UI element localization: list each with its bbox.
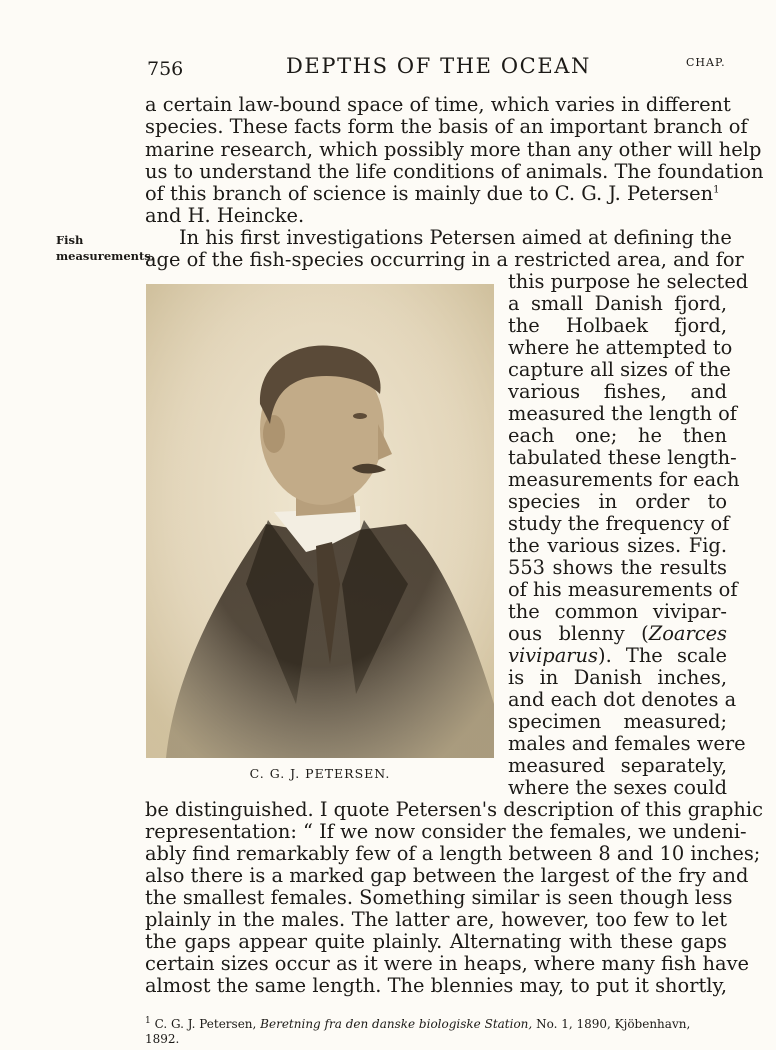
column-line: each one; he then bbox=[508, 424, 727, 447]
footnote-details: No. 1, 1890, Kjöbenhavn, bbox=[536, 1017, 691, 1031]
column-line: species in order to bbox=[508, 490, 727, 513]
footnote-author: C. G. J. Petersen, bbox=[154, 1017, 257, 1031]
figure-caption: C. G. J. PETERSEN. bbox=[249, 766, 391, 781]
column-line: 553 shows the results bbox=[508, 556, 727, 579]
portrait-photo bbox=[146, 284, 494, 758]
footnote-ref: 1 bbox=[713, 184, 720, 196]
column-line: and each dot denotes a bbox=[508, 688, 737, 711]
footnote-mark: 1 bbox=[145, 1016, 151, 1026]
body-line: species. These facts form the basis of an important branch of bbox=[145, 115, 748, 138]
body-line: be distinguished. I quote Petersen's description of this graphic bbox=[145, 798, 763, 821]
species-name: Zoarces bbox=[648, 622, 727, 645]
column-line: this purpose he selected bbox=[508, 270, 749, 293]
page-number: 756 bbox=[147, 58, 184, 80]
body-line: almost the same length. The blennies may, to put it shortly, bbox=[145, 974, 727, 997]
column-line: various fishes, and bbox=[508, 380, 727, 403]
column-line: viviparus). The scale bbox=[508, 644, 727, 667]
column-line: ous blenny (Zoarces bbox=[508, 622, 727, 645]
body-line: us to understand the life conditions of animals. The foundation bbox=[145, 160, 764, 183]
body-line: marine research, which possibly more than any other will help bbox=[145, 138, 762, 161]
body-line: the smallest females. Something similar is seen though less bbox=[145, 886, 733, 909]
column-line: the various sizes. Fig. bbox=[508, 534, 727, 557]
column-line: where the sexes could bbox=[508, 776, 727, 799]
column-line: the common vivipar- bbox=[508, 600, 727, 623]
body-line: of this branch of science is mainly due to C. G. J. Petersen$^1$ bbox=[145, 182, 720, 205]
column-line: measurements for each bbox=[508, 468, 740, 491]
column-line: capture all sizes of the bbox=[508, 358, 731, 381]
column-line: where he attempted to bbox=[508, 336, 733, 359]
footnote-journal: Beretning fra den danske biologiske Station, bbox=[260, 1017, 533, 1031]
body-line: and H. Heincke. bbox=[145, 204, 305, 227]
body-line: the gaps appear quite plainly. Alternating with these gaps bbox=[145, 930, 727, 953]
column-line: study the frequency of bbox=[508, 512, 730, 535]
portrait-illustration bbox=[146, 284, 494, 758]
body-line: ably find remarkably few of a length between 8 and 10 inches; bbox=[145, 842, 761, 865]
footnote bbox=[145, 1014, 727, 1047]
margin-note: Fish measurements. bbox=[56, 233, 155, 263]
body-line: age of the fish-species occurring in a restricted area, and for bbox=[145, 248, 744, 271]
body-line: also there is a marked gap between the largest of the fry and bbox=[145, 864, 749, 887]
body-line: certain sizes occur as it were in heaps, where many fish have bbox=[145, 952, 750, 975]
column-line: the Holbaek fjord, bbox=[508, 314, 727, 337]
column-line: measured separately, bbox=[508, 754, 727, 777]
body-line: a certain law-bound space of time, which varies in different bbox=[145, 93, 731, 116]
species-name: viviparus bbox=[508, 644, 598, 667]
paragraph-start-line: In his first investigations Petersen aimed at defining the bbox=[179, 226, 732, 249]
column-line: a small Danish fjord, bbox=[508, 292, 727, 315]
chapter-label: CHAP. bbox=[686, 56, 726, 69]
column-line: measured the length of bbox=[508, 402, 737, 425]
column-line: males and females were bbox=[508, 732, 746, 755]
footnote-year: 1892. bbox=[145, 1032, 180, 1046]
running-title: DEPTHS OF THE OCEAN bbox=[286, 54, 592, 78]
column-line: of his measurements of bbox=[508, 578, 738, 601]
column-line: specimen measured; bbox=[508, 710, 727, 733]
column-line: is in Danish inches, bbox=[508, 666, 727, 689]
body-line: representation: “ If we now consider the females, we undeni- bbox=[145, 820, 747, 843]
column-line: tabulated these length- bbox=[508, 446, 737, 469]
body-line: plainly in the males. The latter are, however, too few to let bbox=[145, 908, 727, 931]
